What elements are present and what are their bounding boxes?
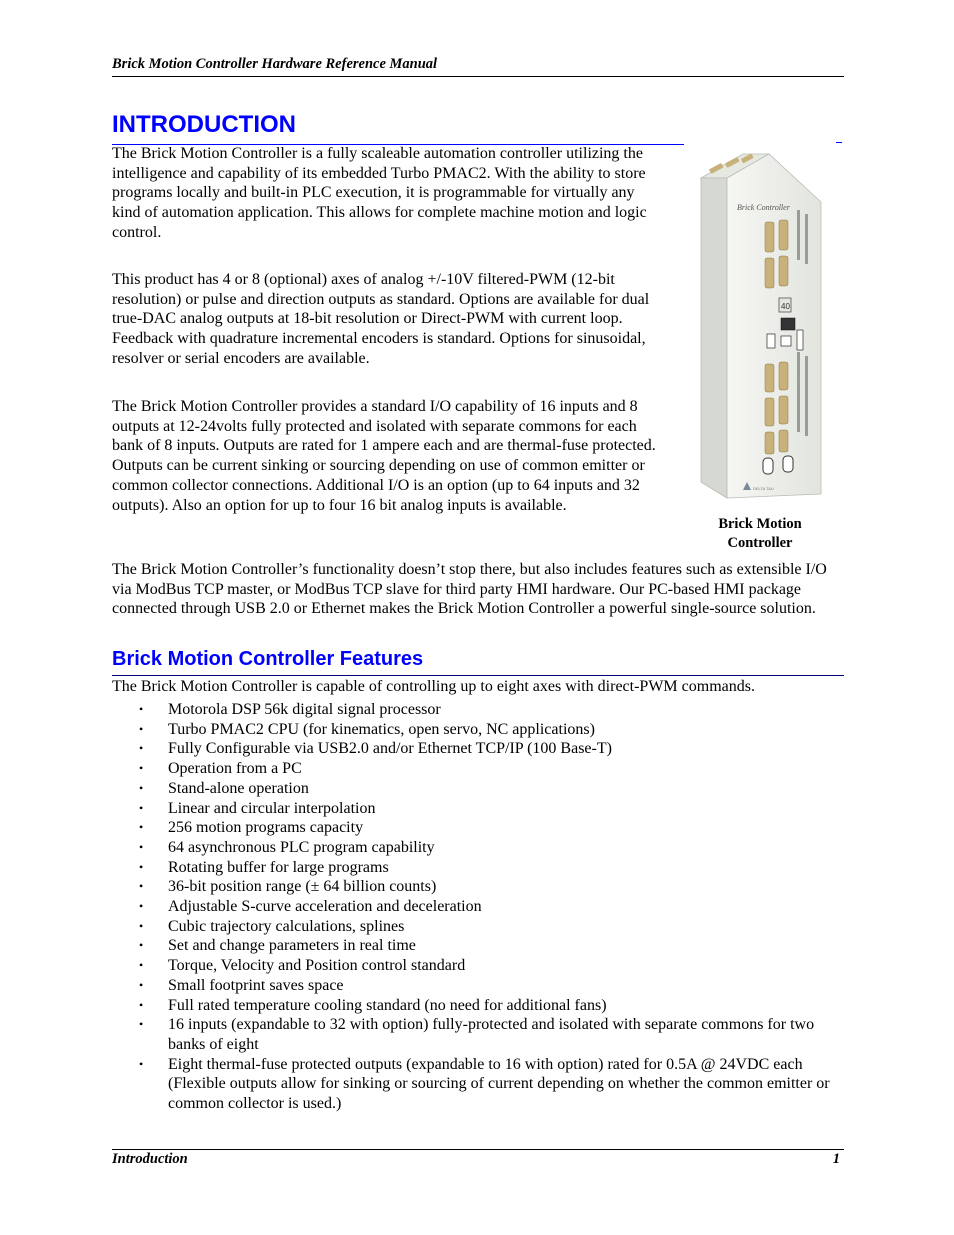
feature-text: Cubic trajectory calculations, splines — [168, 917, 405, 935]
feature-list-item — [139, 976, 848, 996]
feature-list-item — [139, 720, 848, 740]
intro-paragraph-2: This product has 4 or 8 (optional) axes of analog +/-10V filtered-PWM (12-bit resolution) or pulse and direction outputs as standard. Options are available for dual true-DAC analog outputs at 18-bit resolution or Direct-PWM with current loop. Feedback with quadrature incremental encoders is standard. Options for sinusoidal, resolver or serial encoders are available. — [112, 271, 650, 367]
feature-text: Full rated temperature cooling standard (no need for additional fans) — [168, 996, 607, 1014]
bullet-icon: • — [139, 741, 144, 756]
feature-text: Set and change parameters in real time — [168, 937, 416, 955]
intro-paragraph-1: The Brick Motion Controller is a fully scaleable automation controller utilizing the intelligence and capability of its embedded Turbo PMAC2. With the ability to store programs locally and built-in PLC execution, it is programmable for virtually any kind of automation application. This allows for complete machine motion and logic control. — [112, 145, 647, 241]
feature-text: Small footprint saves space — [168, 976, 344, 994]
feature-list-item — [139, 818, 848, 838]
caption-line-1: Brick Motion — [718, 516, 802, 532]
feature-list-item — [139, 877, 848, 897]
feature-text: Eight thermal-fuse protected outputs (expandable to 16 with option) rated for 0.5A @ 24VDC each (Flexible outputs allow for sinking or sourcing of current depending on whether the common emitter or common collector is used.) — [168, 1055, 830, 1113]
bullet-icon: • — [139, 780, 144, 795]
bullet-icon: • — [139, 702, 144, 716]
svg-text:40: 40 — [781, 302, 790, 311]
bullet-icon: • — [139, 839, 144, 854]
section-heading-features: Brick Motion Controller Features — [112, 648, 424, 670]
feature-text: Adjustable S-curve acceleration and deceleration — [168, 898, 482, 916]
feature-list — [139, 700, 848, 1114]
feature-list-item — [139, 799, 848, 819]
bullet-icon: • — [139, 938, 144, 953]
feature-list-item — [139, 996, 848, 1016]
brick-controller-illustration — [697, 152, 823, 500]
feature-text: Motorola DSP 56k digital signal processor — [168, 701, 441, 718]
feature-text: 36-bit position range (± 64 billion counts) — [168, 878, 437, 896]
intro-paragraph-3: The Brick Motion Controller provides a standard I/O capability of 16 inputs and 8 outputs at 12-24volts fully protected and isolated with separate commons for each bank of 8 inputs. Outputs are rated for 1 ampere each and are thermal-fuse protected. Outputs can be current sinking or sourcing depending on use of common emitter or common collector connections. Additional I/O is an option (up to 64 inputs and 32 outputs). Also an option for up to four 16 bit analog inputs is available. — [112, 398, 656, 514]
feature-text: Turbo PMAC2 CPU (for kinematics, open servo, NC applications) — [168, 720, 595, 738]
page-number: 1 — [832, 1151, 840, 1167]
feature-text: Linear and circular interpolation — [168, 799, 376, 817]
feature-list-item — [139, 917, 848, 937]
feature-text: Fully Configurable via USB2.0 and/or Ethernet TCP/IP (100 Base-T) — [168, 740, 612, 758]
caption-line-2: Controller — [727, 534, 793, 551]
feature-text: Stand-alone operation — [168, 779, 309, 797]
svg-text:DELTA TAU: DELTA TAU — [753, 486, 774, 491]
feature-text: 16 inputs (expandable to 32 with option) fully-protected and isolated with separate commons for two banks of eight — [168, 1016, 815, 1053]
feature-list-item — [139, 700, 848, 720]
feature-list-item — [139, 1055, 848, 1114]
feature-list-item — [139, 1015, 848, 1054]
feature-list-item — [139, 936, 848, 956]
bullet-icon: • — [139, 1056, 144, 1071]
bullet-icon: • — [139, 977, 144, 992]
feature-text: 256 motion programs capacity — [168, 819, 364, 837]
features-intro: The Brick Motion Controller is capable of controlling up to eight axes with direct-PWM commands. — [112, 678, 755, 695]
feature-list-item — [139, 759, 848, 779]
header-rule — [112, 76, 844, 77]
bullet-icon: • — [139, 918, 144, 933]
bullet-icon: • — [139, 761, 144, 776]
svg-text:Brick Controller: Brick Controller — [737, 203, 790, 212]
bullet-icon: • — [139, 1017, 144, 1032]
feature-list-item — [139, 956, 848, 976]
features-heading-underline — [112, 675, 844, 676]
bullet-icon: • — [139, 997, 144, 1012]
feature-list-item — [139, 779, 848, 799]
bullet-icon: • — [139, 859, 144, 874]
bullet-icon: • — [139, 800, 144, 815]
bullet-icon: • — [139, 899, 144, 914]
feature-text: 64 asynchronous PLC program capability — [168, 838, 435, 856]
feature-text: Torque, Velocity and Position control standard — [168, 957, 466, 975]
feature-list-item — [139, 858, 848, 878]
feature-list-item — [139, 897, 848, 917]
bullet-icon: • — [139, 721, 144, 736]
footer-rule — [112, 1149, 844, 1150]
bullet-icon: • — [139, 879, 144, 894]
figure-caption — [686, 515, 834, 552]
section-heading-introduction: INTRODUCTION — [112, 111, 296, 138]
running-header: Brick Motion Controller Hardware Reference Manual — [112, 56, 438, 72]
brick-controller-image — [697, 152, 823, 500]
heading-underline-end — [836, 142, 842, 143]
bullet-icon: • — [139, 958, 144, 973]
footer-section-title: Introduction — [112, 1151, 188, 1167]
intro-paragraph-4: The Brick Motion Controller’s functionality doesn’t stop there, but also includes features such as extensible I/O via ModBus TCP master, or ModBus TCP slave for third party HMI hardware. Our PC-based HMI package connected through USB 2.0 or Ethernet makes the Brick Motion Controller a powerful single-source solution. — [112, 561, 827, 618]
feature-list-item — [139, 739, 848, 759]
bullet-icon: • — [139, 820, 144, 835]
feature-text: Operation from a PC — [168, 760, 302, 778]
feature-text: Rotating buffer for large programs — [168, 858, 389, 876]
feature-list-item — [139, 838, 848, 858]
